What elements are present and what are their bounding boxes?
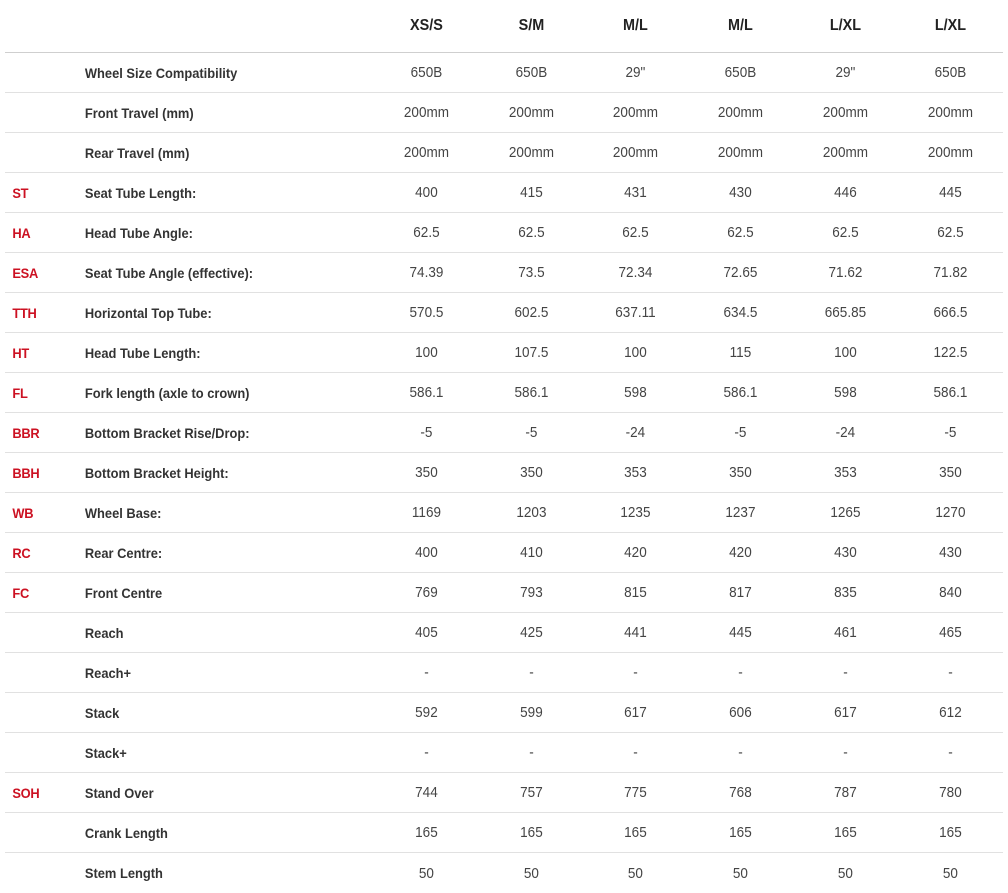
- row-value: 775: [624, 784, 648, 801]
- row-value: 62.5: [622, 224, 650, 241]
- row-label: Seat Tube Length:: [84, 184, 197, 201]
- row-value: 780: [939, 784, 962, 801]
- row-value: 62.5: [727, 224, 754, 241]
- row-value: -: [423, 744, 429, 761]
- table-row: [5, 653, 1003, 693]
- row-value: 665.85: [824, 304, 867, 321]
- row-value: 29": [835, 64, 856, 81]
- row-value: 72.65: [723, 264, 758, 281]
- row-value: 835: [834, 584, 857, 601]
- size-header: L/XL: [830, 17, 862, 34]
- row-value: -: [528, 744, 534, 761]
- row-value: 200mm: [823, 144, 869, 161]
- row-value: -24: [626, 424, 646, 441]
- row-value: 350: [414, 464, 438, 481]
- row-value: 100: [624, 344, 648, 361]
- row-value: 617: [834, 704, 857, 721]
- row-value: 29": [625, 64, 646, 81]
- row-value: 165: [414, 824, 438, 841]
- row-value: 445: [729, 624, 753, 641]
- row-code: TTH: [12, 304, 37, 321]
- table-row: [5, 373, 1003, 413]
- row-value: -24: [835, 424, 856, 441]
- row-value: 817: [729, 584, 753, 601]
- row-value: 50: [838, 864, 854, 882]
- table-row: [5, 93, 1003, 133]
- row-value: -: [738, 664, 744, 681]
- row-value: 410: [519, 544, 543, 561]
- row-value: 350: [729, 464, 753, 481]
- row-code: RC: [12, 544, 31, 561]
- row-value: 570.5: [409, 304, 443, 321]
- table-row: [5, 253, 1003, 293]
- row-value: 430: [729, 184, 753, 201]
- row-value: 787: [834, 784, 857, 801]
- row-value: 200mm: [928, 104, 974, 121]
- row-value: 431: [624, 184, 648, 201]
- row-value: 606: [729, 704, 753, 721]
- row-value: 599: [519, 704, 543, 721]
- size-header: M/L: [728, 17, 754, 34]
- table-row: [5, 453, 1003, 493]
- row-value: 612: [939, 704, 962, 721]
- row-value: 420: [729, 544, 753, 561]
- row-value: 115: [729, 344, 752, 361]
- row-value: 650B: [410, 64, 442, 81]
- size-header: L/XL: [934, 17, 967, 34]
- row-label: Horizontal Top Tube:: [84, 304, 212, 321]
- row-label: Rear Travel (mm): [84, 144, 190, 161]
- table-row: [5, 613, 1003, 653]
- row-value: 200mm: [823, 104, 869, 121]
- row-value: 1203: [515, 504, 546, 521]
- row-value: 72.34: [618, 264, 653, 281]
- row-label: Reach: [84, 624, 124, 641]
- row-label: Front Travel (mm): [84, 104, 194, 121]
- row-label: Front Centre: [84, 584, 163, 601]
- row-value: -5: [944, 424, 957, 441]
- row-value: 165: [939, 824, 962, 841]
- row-value: -: [633, 664, 639, 681]
- row-value: -5: [734, 424, 747, 441]
- row-value: 100: [414, 344, 438, 361]
- row-value: 441: [624, 624, 648, 641]
- row-code: FL: [12, 384, 28, 401]
- table-row: [5, 573, 1003, 613]
- row-value: 425: [519, 624, 543, 641]
- row-value: 430: [939, 544, 962, 561]
- table-row: [5, 693, 1003, 733]
- row-value: -: [843, 744, 848, 761]
- row-value: 598: [624, 384, 648, 401]
- row-value: 1270: [935, 504, 966, 521]
- row-label: Stem Length: [84, 865, 163, 881]
- row-value: 650B: [515, 64, 547, 81]
- row-value: 637.11: [615, 304, 657, 321]
- row-value: 1237: [725, 504, 756, 521]
- row-value: 415: [519, 184, 543, 201]
- table-body: [5, 53, 1003, 893]
- row-value: 62.5: [412, 224, 440, 241]
- table-row: [5, 413, 1003, 453]
- row-value: 200mm: [613, 144, 659, 161]
- row-value: 350: [939, 464, 962, 481]
- row-value: -: [528, 664, 534, 681]
- row-value: 50: [733, 864, 749, 882]
- row-value: 50: [628, 864, 644, 882]
- row-value: 62.5: [937, 224, 964, 241]
- row-value: 793: [519, 584, 543, 601]
- size-header: S/M: [518, 17, 544, 34]
- row-value: 200mm: [508, 104, 554, 121]
- row-code: ESA: [12, 264, 39, 281]
- row-value: 666.5: [933, 304, 968, 321]
- row-label: Stand Over: [84, 784, 154, 801]
- row-value: 200mm: [718, 104, 764, 121]
- row-value: 50: [943, 864, 959, 882]
- row-value: 50: [418, 864, 434, 882]
- row-label: Reach+: [84, 664, 132, 681]
- row-value: -: [633, 744, 639, 761]
- row-label: Bottom Bracket Rise/Drop:: [84, 424, 250, 441]
- row-value: 200mm: [928, 144, 974, 161]
- row-code: ST: [12, 184, 29, 201]
- row-value: -: [738, 744, 744, 761]
- row-value: 744: [414, 784, 438, 801]
- row-value: 586.1: [409, 384, 443, 401]
- table-row: [5, 293, 1003, 333]
- row-code: HA: [12, 224, 31, 241]
- row-value: 165: [729, 824, 753, 841]
- row-value: 122.5: [933, 344, 968, 361]
- row-code: BBR: [12, 424, 40, 441]
- row-code: WB: [12, 504, 34, 521]
- row-value: -: [423, 664, 429, 681]
- table-row: [5, 733, 1003, 773]
- table-header-row: [5, 0, 1003, 53]
- row-value: 769: [414, 584, 438, 601]
- row-value: 592: [414, 704, 438, 721]
- row-value: 420: [624, 544, 648, 561]
- row-value: 1265: [830, 504, 861, 521]
- row-value: 768: [729, 784, 753, 801]
- geometry-table: [5, 0, 1003, 893]
- row-value: 602.5: [514, 304, 548, 321]
- row-value: 107.5: [514, 344, 548, 361]
- size-header: XS/S: [409, 17, 443, 34]
- row-value: 62.5: [517, 224, 545, 241]
- row-value: 586.1: [723, 384, 758, 401]
- row-value: 73.5: [517, 264, 545, 281]
- row-label: Fork length (axle to crown): [84, 384, 250, 401]
- row-value: -: [948, 744, 953, 761]
- row-value: 840: [939, 584, 962, 601]
- table-row: [5, 333, 1003, 373]
- table-row: [5, 133, 1003, 173]
- table-row: [5, 813, 1003, 853]
- row-label: Bottom Bracket Height:: [84, 464, 229, 481]
- row-value: 1169: [411, 504, 441, 521]
- row-value: 405: [414, 624, 438, 641]
- row-value: 465: [939, 624, 962, 641]
- row-value: 430: [834, 544, 857, 561]
- row-value: -: [843, 664, 848, 681]
- row-value: 446: [834, 184, 857, 201]
- row-value: 350: [519, 464, 543, 481]
- row-value: 353: [834, 464, 857, 481]
- row-value: 353: [624, 464, 648, 481]
- row-value: 586.1: [933, 384, 968, 401]
- row-value: 634.5: [723, 304, 758, 321]
- row-code: FC: [12, 584, 29, 601]
- row-value: 617: [624, 704, 648, 721]
- row-value: 165: [519, 824, 543, 841]
- table-row: [5, 773, 1003, 813]
- row-value: 71.62: [828, 264, 863, 281]
- row-label: Stack+: [84, 744, 127, 761]
- row-value: 200mm: [403, 104, 449, 121]
- row-value: 815: [624, 584, 648, 601]
- row-value: 1235: [620, 504, 651, 521]
- row-value: 71.82: [933, 264, 968, 281]
- row-value: -5: [524, 424, 537, 441]
- row-value: 757: [519, 784, 543, 801]
- row-label: Crank Length: [84, 824, 168, 841]
- row-value: 200mm: [613, 104, 659, 121]
- row-value: 100: [834, 344, 857, 361]
- table-row: [5, 533, 1003, 573]
- row-value: 598: [834, 384, 857, 401]
- row-value: 400: [414, 544, 438, 561]
- row-value: 586.1: [514, 384, 548, 401]
- table-row: [5, 173, 1003, 213]
- row-value: 74.39: [409, 264, 443, 281]
- row-value: 165: [624, 824, 648, 841]
- row-value: -: [948, 664, 953, 681]
- row-label: Wheel Base:: [84, 504, 162, 521]
- row-value: 200mm: [403, 144, 449, 161]
- row-value: 50: [523, 864, 539, 882]
- row-value: 200mm: [718, 144, 764, 161]
- size-header: M/L: [623, 17, 649, 34]
- row-value: 165: [834, 824, 857, 841]
- table-row: [5, 213, 1003, 253]
- row-value: 650B: [934, 64, 967, 81]
- row-label: Seat Tube Angle (effective):: [84, 264, 254, 281]
- row-label: Head Tube Length:: [84, 344, 201, 361]
- row-value: 650B: [724, 64, 757, 81]
- table-row: [5, 853, 1003, 893]
- table-row: [5, 493, 1003, 533]
- row-label: Stack: [84, 704, 120, 721]
- row-value: 62.5: [832, 224, 859, 241]
- table-row: [5, 53, 1003, 93]
- row-value: 400: [414, 184, 438, 201]
- row-code: SOH: [12, 784, 40, 801]
- row-value: 445: [939, 184, 962, 201]
- row-label: Rear Centre:: [84, 544, 163, 561]
- row-value: 461: [834, 624, 857, 641]
- row-value: 200mm: [508, 144, 554, 161]
- row-label: Wheel Size Compatibility: [84, 64, 238, 81]
- row-code: BBH: [12, 464, 40, 481]
- row-label: Head Tube Angle:: [84, 224, 193, 241]
- row-code: HT: [12, 344, 29, 361]
- row-value: -5: [420, 424, 433, 441]
